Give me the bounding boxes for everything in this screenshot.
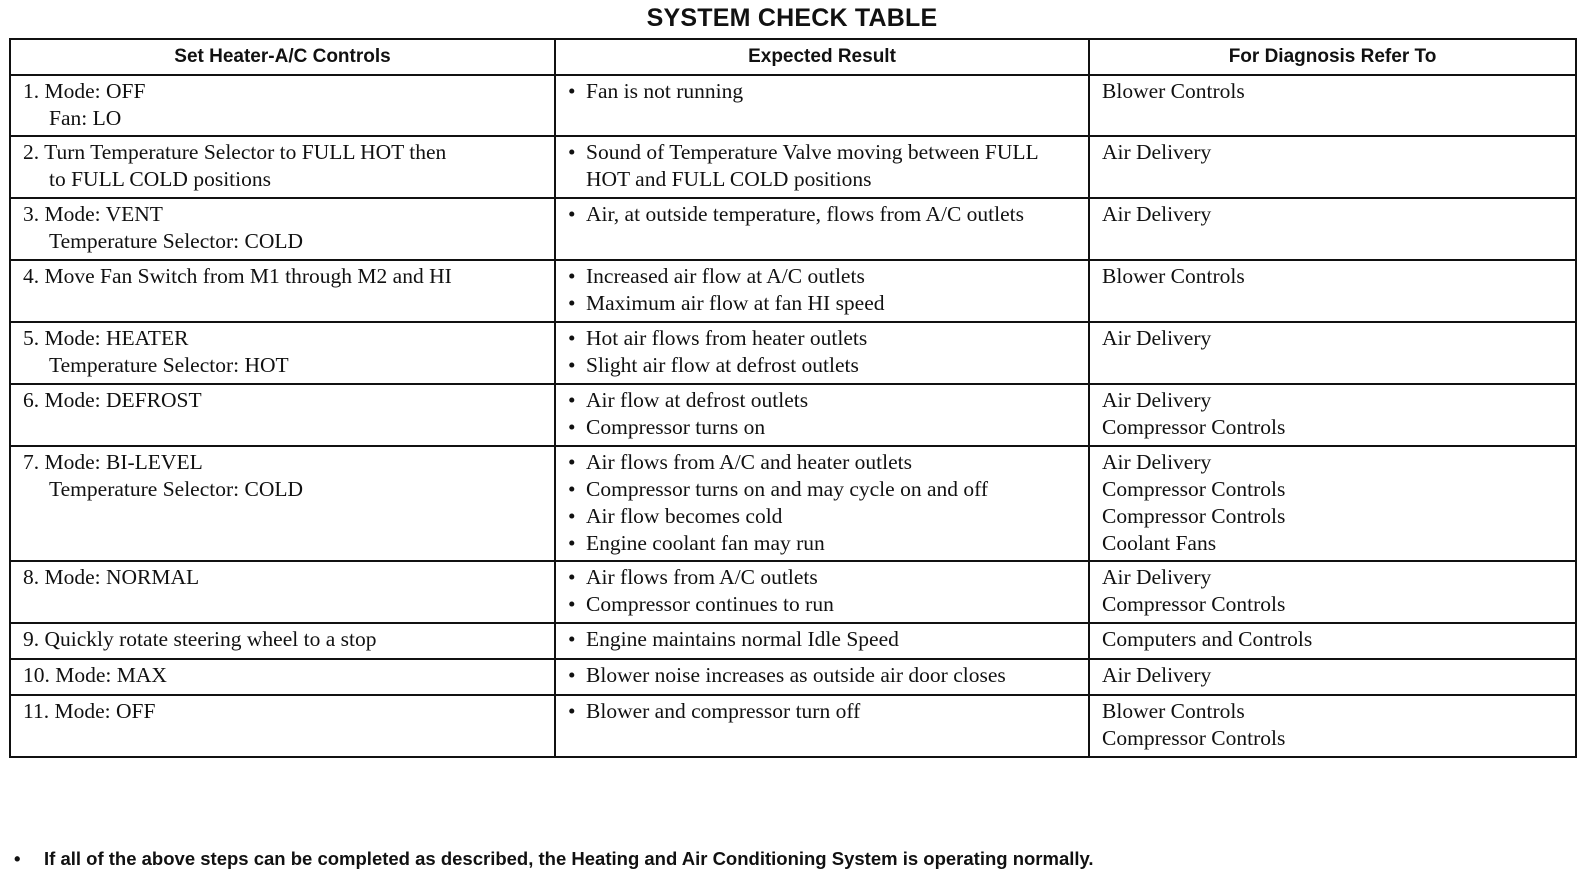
table-row <box>10 561 1576 623</box>
cell-diagnosis <box>1089 659 1576 695</box>
cell-diagnosis <box>1089 136 1576 198</box>
cell-diagnosis <box>1089 561 1576 623</box>
control-step-text: Temperature Selector: COLD <box>49 229 304 253</box>
control-step-text: 5. Mode: HEATER <box>23 326 189 350</box>
result-bullet-item: • Compressor turns on <box>568 414 1080 441</box>
result-bullet-item: • Engine maintains normal Idle Speed <box>568 626 1080 653</box>
table-row <box>10 446 1576 561</box>
column-header-controls: Set Heater-A/C Controls <box>10 39 555 75</box>
table-row <box>10 384 1576 446</box>
cell-diagnosis <box>1089 322 1576 384</box>
control-step-text: 11. Mode: OFF <box>23 699 156 723</box>
cell-diagnosis <box>1089 75 1576 136</box>
cell-expected-result <box>555 198 1089 260</box>
diagnosis-reference: Air Delivery <box>1102 565 1212 589</box>
diagnosis-reference: Computers and Controls <box>1102 627 1313 651</box>
cell-controls <box>10 198 555 260</box>
cell-diagnosis <box>1089 623 1576 659</box>
cell-expected-result <box>555 384 1089 446</box>
control-step-text: 10. Mode: MAX <box>23 663 167 687</box>
column-header-expected-result: Expected Result <box>555 39 1089 75</box>
result-bullet-item: • Fan is not running <box>568 78 1080 105</box>
diagnosis-reference: Compressor Controls <box>1102 726 1286 750</box>
cell-expected-result <box>555 446 1089 561</box>
result-bullet-item: • Compressor turns on and may cycle on and off <box>568 476 1080 503</box>
result-bullet-item: • Sound of Temperature Valve moving between FULL HOT and FULL COLD positions <box>568 139 1080 193</box>
cell-expected-result <box>555 659 1089 695</box>
table-row <box>10 136 1576 198</box>
result-bullet-item: • Blower and compressor turn off <box>568 698 1080 725</box>
diagnosis-reference: Air Delivery <box>1102 388 1212 412</box>
diagnosis-reference: Blower Controls <box>1102 79 1245 103</box>
result-bullet-item: • Air flows from A/C outlets <box>568 564 1080 591</box>
control-step-text: 3. Mode: VENT <box>23 202 163 226</box>
footnote <box>14 848 1094 870</box>
table-row <box>10 260 1576 322</box>
cell-expected-result <box>555 75 1089 136</box>
cell-diagnosis <box>1089 695 1576 757</box>
diagnosis-reference: Compressor Controls <box>1102 415 1286 439</box>
cell-controls <box>10 561 555 623</box>
diagnosis-reference: Compressor Controls <box>1102 477 1286 501</box>
diagnosis-reference: Compressor Controls <box>1102 504 1286 528</box>
control-step-text: Fan: LO <box>49 106 122 130</box>
result-bullet-item: • Engine coolant fan may run <box>568 530 1080 557</box>
diagnosis-reference: Blower Controls <box>1102 699 1245 723</box>
table-body <box>10 75 1576 757</box>
result-bullet-item: • Air flow becomes cold <box>568 503 1080 530</box>
cell-expected-result <box>555 260 1089 322</box>
control-step-text: 1. Mode: OFF <box>23 79 146 103</box>
result-bullet-item: • Slight air flow at defrost outlets <box>568 352 1080 379</box>
diagnosis-reference: Compressor Controls <box>1102 592 1286 616</box>
diagnosis-reference: Air Delivery <box>1102 140 1212 164</box>
cell-controls <box>10 260 555 322</box>
cell-controls <box>10 695 555 757</box>
page-title: SYSTEM CHECK TABLE <box>646 4 938 32</box>
table-row <box>10 623 1576 659</box>
cell-controls <box>10 384 555 446</box>
control-step-text: 7. Mode: BI-LEVEL <box>23 450 203 474</box>
cell-expected-result <box>555 561 1089 623</box>
cell-diagnosis <box>1089 260 1576 322</box>
control-step-text: 2. Turn Temperature Selector to FULL HOT then <box>23 140 447 164</box>
cell-diagnosis <box>1089 198 1576 260</box>
footnote-text: If all of the above steps can be completed as described, the Heating and Air Conditioning System is operating normally. <box>44 848 1094 869</box>
cell-controls <box>10 75 555 136</box>
table-row <box>10 695 1576 757</box>
column-header-diagnosis: For Diagnosis Refer To <box>1089 39 1576 75</box>
control-step-text: 9. Quickly rotate steering wheel to a stop <box>23 627 377 651</box>
footnote-bullet-icon: • <box>14 848 21 869</box>
control-step-text: Temperature Selector: HOT <box>49 353 289 377</box>
cell-expected-result <box>555 322 1089 384</box>
control-step-text: Temperature Selector: COLD <box>49 477 304 501</box>
cell-controls <box>10 446 555 561</box>
cell-expected-result <box>555 695 1089 757</box>
result-bullet-item: • Air flow at defrost outlets <box>568 387 1080 414</box>
result-bullet-item: • Increased air flow at A/C outlets <box>568 263 1080 290</box>
diagnosis-reference: Air Delivery <box>1102 450 1212 474</box>
table-row <box>10 322 1576 384</box>
diagnosis-reference: Blower Controls <box>1102 264 1245 288</box>
table-row <box>10 659 1576 695</box>
cell-controls <box>10 136 555 198</box>
table-header-row <box>10 39 1576 75</box>
cell-expected-result <box>555 623 1089 659</box>
result-bullet-item: • Blower noise increases as outside air door closes <box>568 662 1080 689</box>
result-bullet-item: • Air, at outside temperature, flows from A/C outlets <box>568 201 1080 228</box>
cell-expected-result <box>555 136 1089 198</box>
diagnosis-reference: Coolant Fans <box>1102 531 1217 555</box>
diagnosis-reference: Air Delivery <box>1102 202 1212 226</box>
diagnosis-reference: Air Delivery <box>1102 663 1212 687</box>
result-bullet-item: • Compressor continues to run <box>568 591 1080 618</box>
result-bullet-item: • Hot air flows from heater outlets <box>568 325 1080 352</box>
control-step-text: to FULL COLD positions <box>49 167 271 191</box>
result-bullet-item: • Maximum air flow at fan HI speed <box>568 290 1080 317</box>
cell-diagnosis <box>1089 384 1576 446</box>
table-row <box>10 75 1576 136</box>
cell-diagnosis <box>1089 446 1576 561</box>
control-step-text: 4. Move Fan Switch from M1 through M2 and HI <box>23 264 452 288</box>
control-step-text: 8. Mode: NORMAL <box>23 565 200 589</box>
diagnosis-reference: Air Delivery <box>1102 326 1212 350</box>
system-check-table <box>9 38 1577 758</box>
table-row <box>10 198 1576 260</box>
cell-controls <box>10 623 555 659</box>
control-step-text: 6. Mode: DEFROST <box>23 388 202 412</box>
cell-controls <box>10 322 555 384</box>
cell-controls <box>10 659 555 695</box>
result-bullet-item: • Air flows from A/C and heater outlets <box>568 449 1080 476</box>
